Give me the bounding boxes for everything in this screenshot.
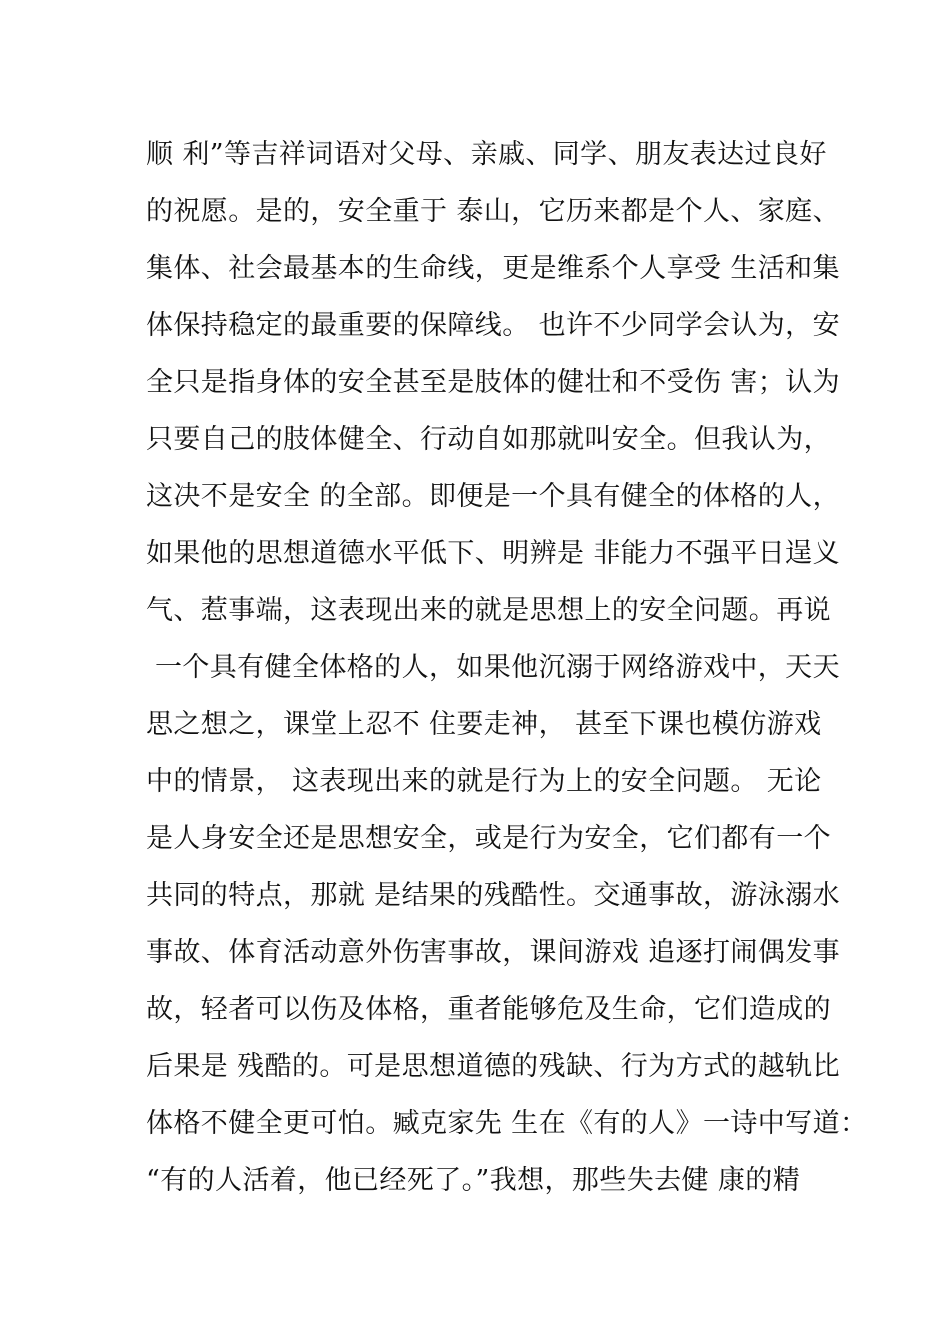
text-line: 共同的特点，那就 是结果的残酷性。交通事故，游泳溺水	[146, 880, 840, 911]
text-line: 体格不健全更可怕。臧克家先 生在《有的人》一诗中写道：	[146, 1108, 868, 1139]
text-line: 如果他的思想道德水平低下、明辨是 非能力不强平日逞义	[146, 538, 840, 569]
text-line: 中的情景， 这表现出来的就是行为上的安全问题。 无论	[146, 766, 822, 797]
text-line: 集体、社会最基本的生命线，更是维系个人享受 生活和集	[146, 253, 840, 284]
text-line: 只要自己的肢体健全、行动自如那就叫安全。但我认为，	[146, 424, 831, 455]
text-line: 是人身安全还是思想安全，或是行为安全，它们都有一个	[146, 823, 831, 854]
text-line: 气、惹事端，这表现出来的就是思想上的安全问题。再说	[146, 595, 831, 626]
text-line: 后果是 残酷的。可是思想道德的残缺、行为方式的越轨比	[146, 1051, 840, 1082]
text-line: 故，轻者可以伤及体格，重者能够危及生命，它们造成的	[146, 994, 831, 1025]
text-line: 顺 利”等吉祥词语对父母、亲戚、同学、朋友表达过良好	[146, 139, 827, 170]
body-text	[146, 126, 868, 1209]
text-line: 一个具有健全体格的人，如果他沉溺于网络游戏中，天天	[146, 652, 840, 683]
text-line: 这决不是安全 的全部。即便是一个具有健全的体格的人，	[146, 481, 840, 512]
text-line: 事故、体育活动意外伤害事故，课间游戏 追逐打闹偶发事	[146, 937, 840, 968]
text-line: 全只是指身体的安全甚至是肢体的健壮和不受伤 害；认为	[146, 367, 840, 398]
text-line: 思之想之，课堂上忍不 住要走神， 甚至下课也模仿游戏	[146, 709, 822, 740]
text-line: 的祝愿。是的，安全重于 泰山，它历来都是个人、家庭、	[146, 196, 840, 227]
text-line: 体保持稳定的最重要的保障线。 也许不少同学会认为，安	[146, 310, 840, 341]
text-line: “有的人活着，他已经死了。”我想，那些失去健 康的精	[146, 1165, 801, 1196]
